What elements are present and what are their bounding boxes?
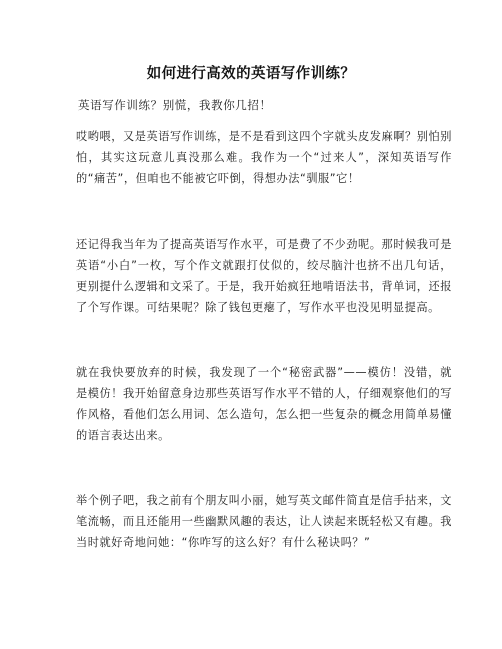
paragraph-3: 就在我快要放弃的时候，我发现了一个“秘密武器”——模仿！没错，就是模仿！我开始留意身边那些英语写作水平不错的人，仔细观察他们的写作风格，看他们怎么用词、怎么造句，怎么把一些复杂的概念用简单易懂的语言表达出来。 — [76, 366, 452, 442]
page-title: 如何进行高效的英语写作训练？ — [146, 66, 356, 82]
page-subtitle: 英语写作训练？别慌，我教你几招！ — [78, 98, 272, 112]
paragraph-2: 还记得我当年为了提高英语写作水平，可是费了不少劲呢。那时候我可是英语“小白”一枚，写个作文就跟打仗似的，绞尽脑汁也挤不出几句话，更别提什么逻辑和文采了。于是，我开始疯狂地啃语法书，背单词，还报了个写作课。可结果呢？除了钱包更瘪了，写作水平也没见明显提高。 — [76, 238, 452, 314]
paragraph-4: 举个例子吧，我之前有个朋友叫小丽，她写英文邮件简直是信手拈来，文笔流畅，而且还能用一些幽默风趣的表达，让人读起来既轻松又有趣。我当时就好奇地问她：“你咋写的这么好？有什么秘诀吗？” — [76, 494, 452, 549]
paragraph-1: 哎哟喂，又是英语写作训练，是不是看到这四个字就头皮发麻啊？别怕别怕，其实这玩意儿真没那么难。我作为一个“过来人”，深知英语写作的“痛苦”，但咱也不能被它吓倒，得想办法“驯服”它！ — [76, 130, 452, 185]
